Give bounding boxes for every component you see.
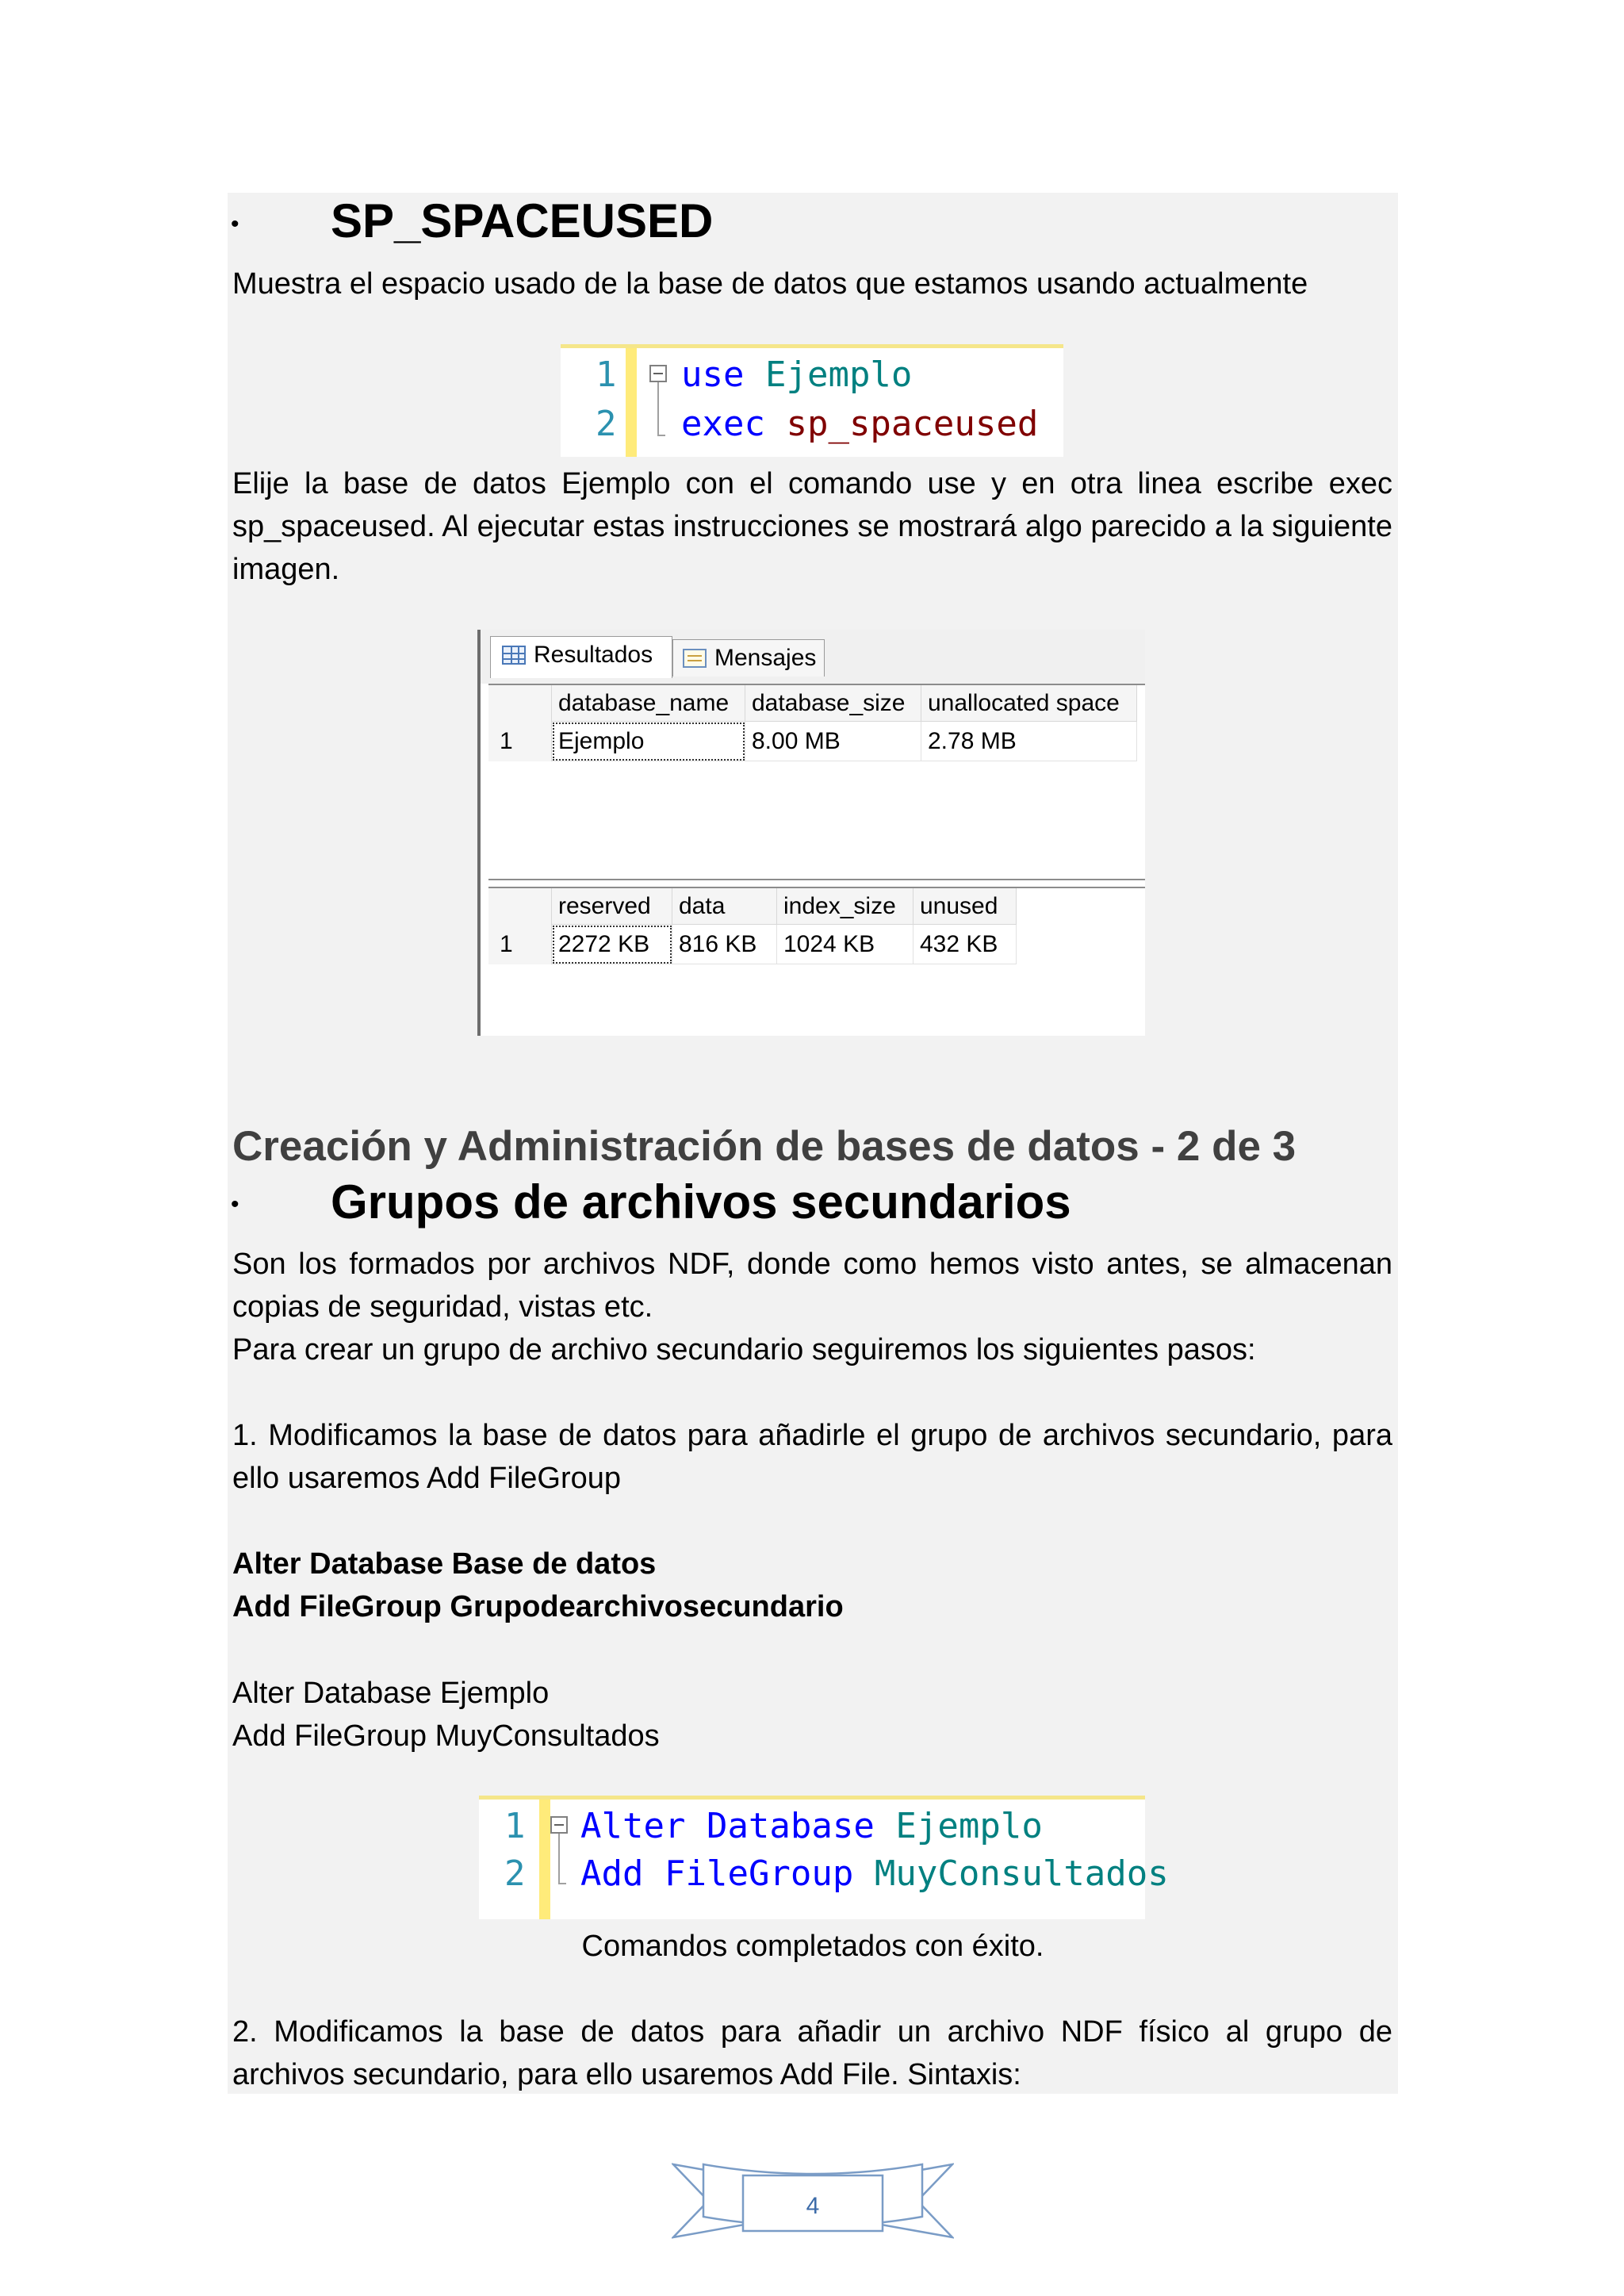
grupos-steps-intro: Para crear un grupo de archivo secundario seguiremos los siguientes pasos:	[232, 1333, 1256, 1366]
column-header[interactable]: reserved	[552, 888, 672, 925]
results-grid-2[interactable]	[488, 887, 1145, 1036]
spaceused-description: Muestra el espacio usado de la base de datos que estamos usando actualmente	[232, 267, 1308, 301]
row-number: 1	[488, 722, 552, 761]
line-number: 1	[596, 355, 617, 395]
step-2: 2. Modificamos la base de datos para añadir un archivo NDF físico al grupo de archivos secundario, para ello usaremos Add File. Sintaxis:	[232, 2015, 1392, 2091]
results-tabbar	[481, 630, 1145, 684]
example-line-1: Alter Database Ejemplo	[232, 1677, 550, 1710]
grid-icon	[502, 646, 526, 665]
section-heading-spaceused: SP_SPACEUSED	[331, 194, 714, 247]
line-number: 2	[596, 404, 617, 444]
bullet: •	[231, 1191, 239, 1217]
line-number: 2	[504, 1853, 526, 1894]
collapse-icon[interactable]	[550, 1816, 568, 1834]
collapse-icon[interactable]	[649, 365, 667, 382]
grupos-description: Son los formados por archivos NDF, donde como hemos visto antes, se almacenan copias de seguridad, vistas etc.	[232, 1248, 1392, 1324]
results-grid-1[interactable]	[488, 684, 1145, 880]
table-cell[interactable]: 1024 KB	[777, 925, 914, 964]
column-header[interactable]: unallocated space	[921, 685, 1137, 722]
table-cell[interactable]: 816 KB	[672, 925, 777, 964]
table-cell[interactable]: 432 KB	[914, 925, 1017, 964]
page-number-ribbon	[672, 2161, 954, 2240]
example-line-2: Add FileGroup MuyConsultados	[232, 1719, 660, 1753]
column-header[interactable]: index_size	[777, 888, 914, 925]
spaceused-explanation: Elije la base de datos Ejemplo con el comando use y en otra linea escribe exec sp_spaceused. Al ejecutar estas instrucciones se mostrará algo parecido a la siguiente imagen.	[232, 467, 1392, 586]
column-header[interactable]: database_size	[745, 685, 921, 722]
syntax-line-2: Add FileGroup Grupodearchivosecundario	[232, 1590, 844, 1623]
code-line-2: exec sp_spaceused	[681, 404, 1039, 444]
column-header[interactable]: data	[672, 888, 777, 925]
table-cell[interactable]: 8.00 MB	[745, 722, 921, 761]
table-cell[interactable]: Ejemplo	[552, 722, 745, 761]
section-heading-grupos: Grupos de archivos secundarios	[331, 1175, 1071, 1228]
query-results-panel	[477, 630, 1145, 1036]
result-message: Comandos completados con éxito.	[581, 1930, 1044, 1963]
column-header[interactable]: unused	[914, 888, 1017, 925]
code-editor-filegroup	[479, 1796, 1169, 1919]
bullet: •	[231, 211, 239, 237]
tab-mensajes[interactable]: Mensajes	[672, 639, 825, 677]
code-line-1: use Ejemplo	[681, 355, 913, 395]
section-title: Creación y Administración de bases de datos - 2 de 3	[232, 1123, 1297, 1170]
tab-resultados[interactable]: Resultados	[490, 636, 672, 678]
code-line-1: Alter Database Ejemplo	[580, 1806, 1043, 1846]
table-cell[interactable]: 2.78 MB	[921, 722, 1137, 761]
code-editor-spaceused	[561, 344, 1063, 457]
step-1: 1. Modificamos la base de datos para añadirle el grupo de archivos secundario, para ello usaremos Add FileGroup	[232, 1419, 1392, 1495]
code-line-2: Add FileGroup MuyConsultados	[580, 1853, 1169, 1894]
page-number: 4	[806, 2193, 820, 2219]
row-number: 1	[488, 925, 552, 964]
syntax-line-1: Alter Database Base de datos	[232, 1547, 657, 1581]
line-number: 1	[504, 1806, 526, 1846]
table-cell[interactable]: 2272 KB	[552, 925, 672, 964]
messages-icon	[683, 649, 707, 668]
column-header[interactable]: database_name	[552, 685, 745, 722]
